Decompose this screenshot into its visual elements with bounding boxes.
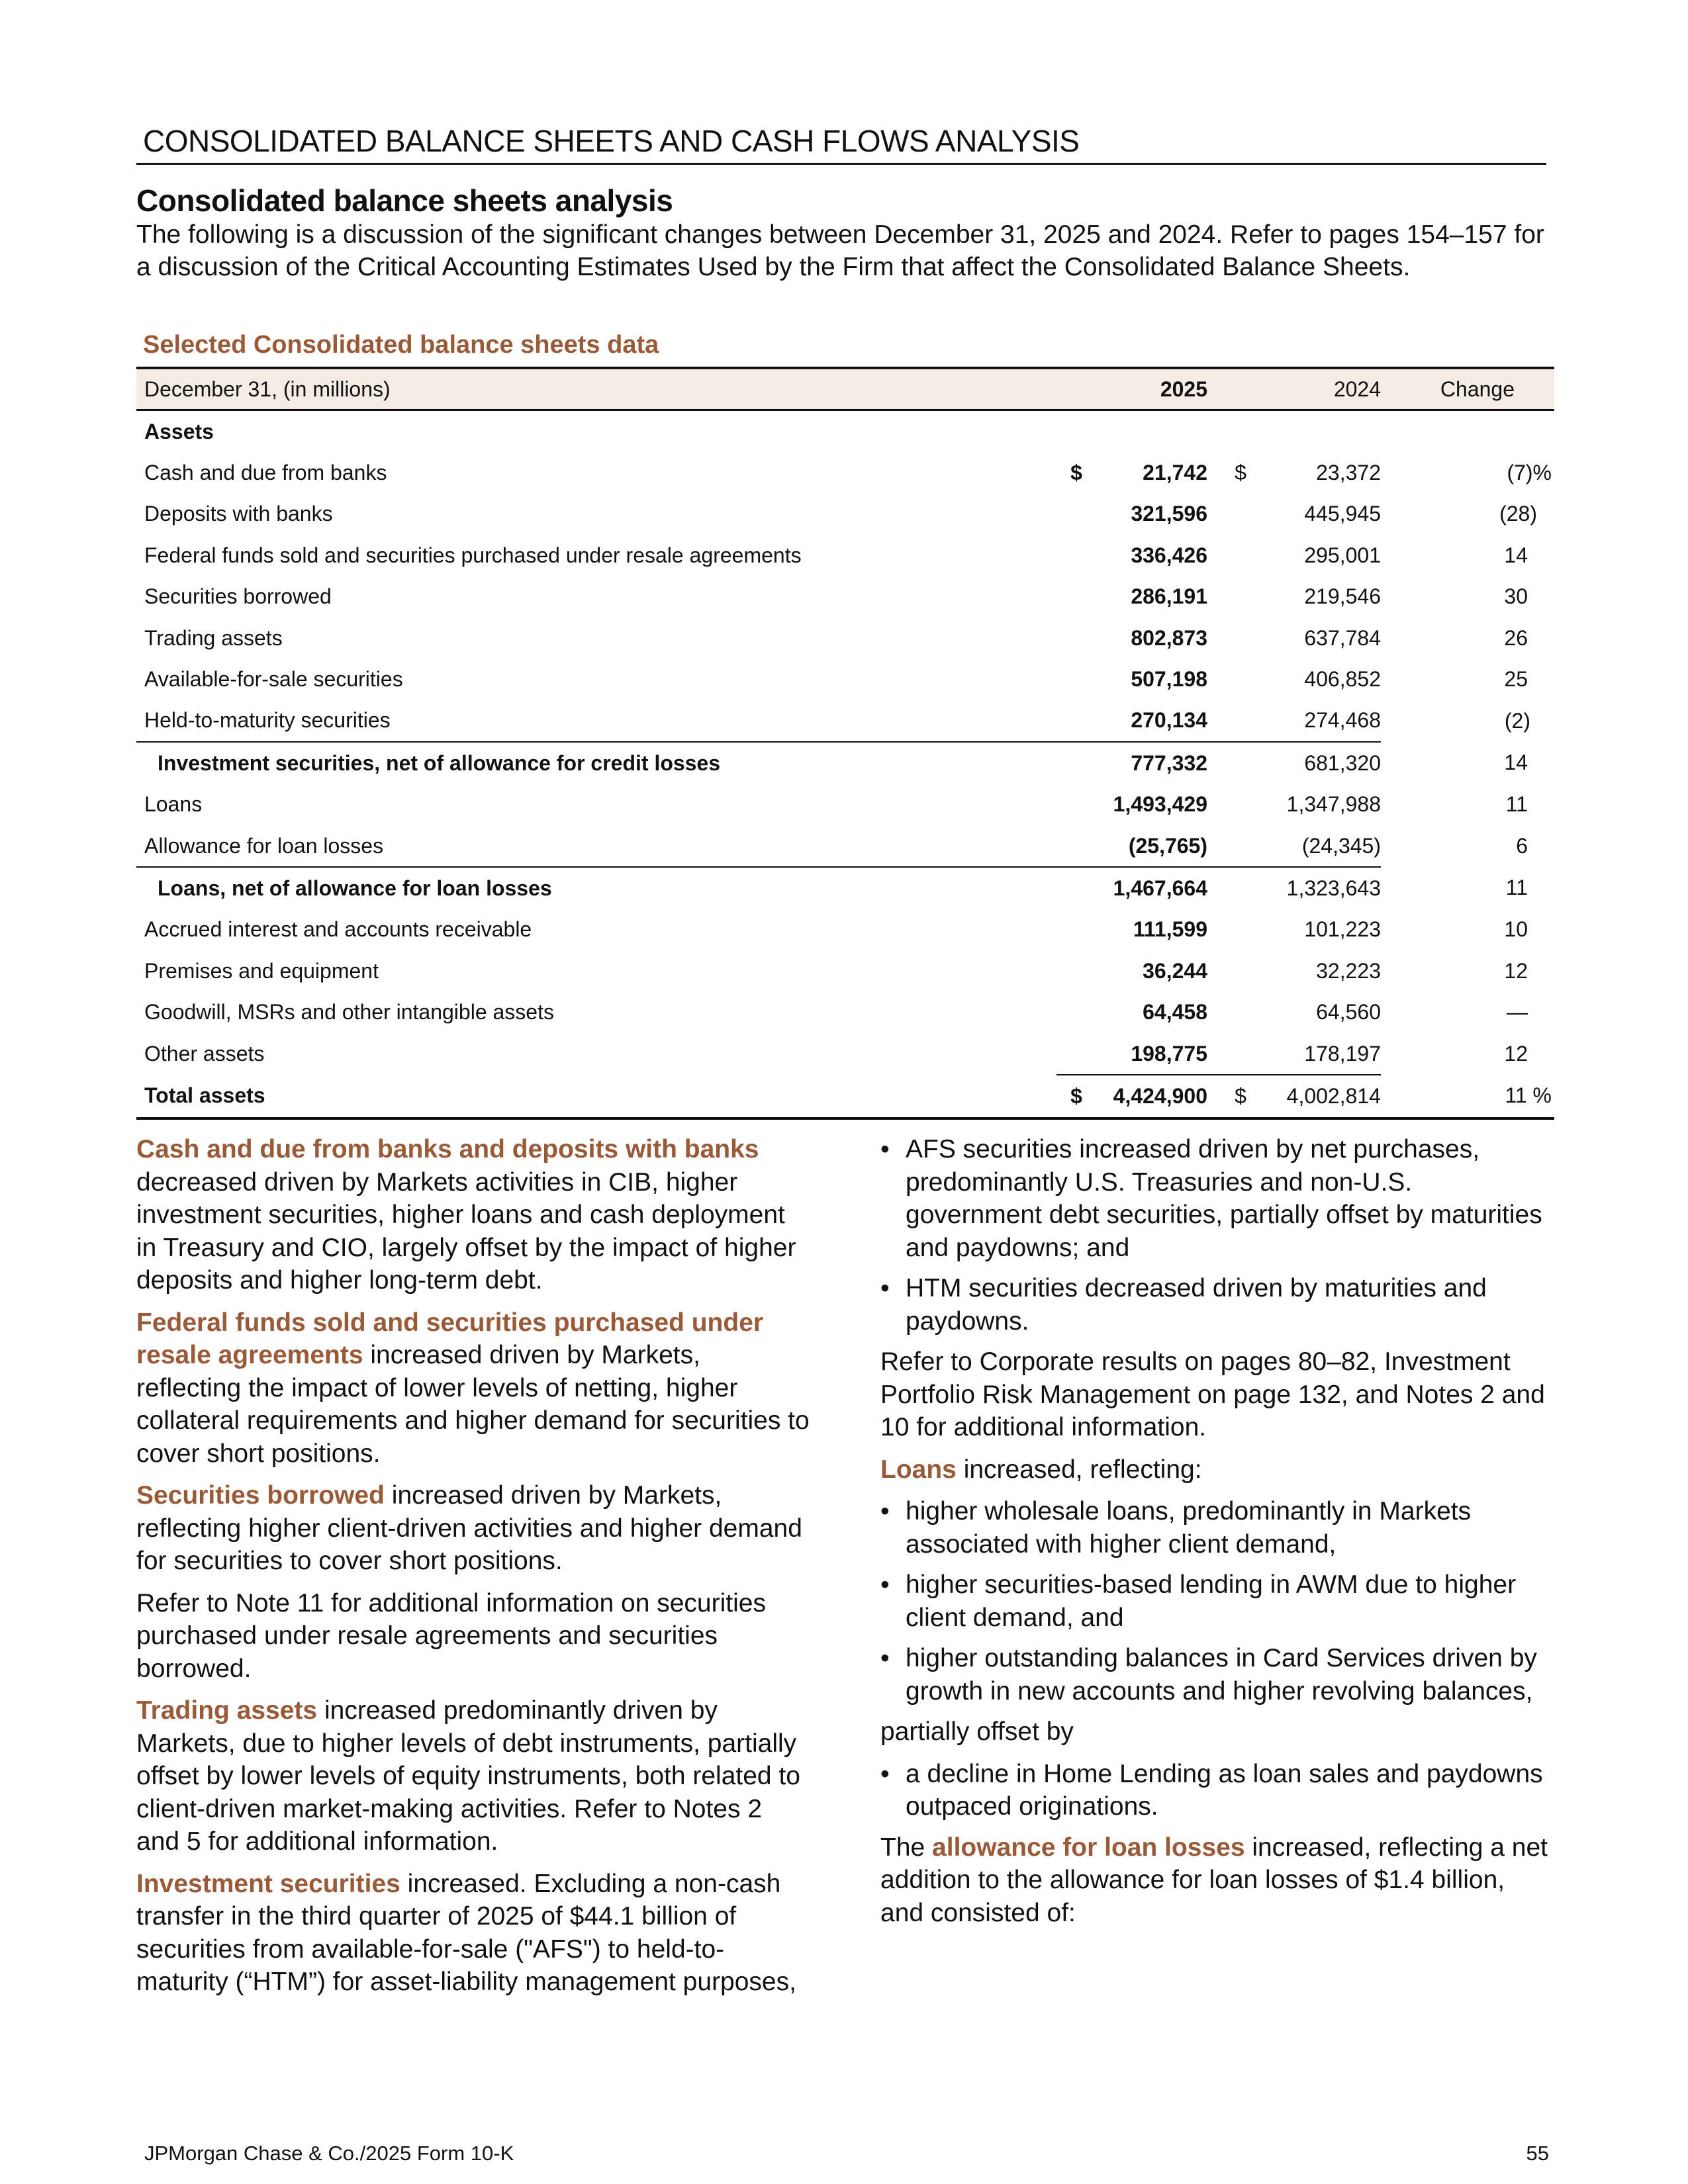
table-row: [136, 576, 1554, 617]
paragraph-text: increased predominantly driven by Markets, due to higher levels of debt instruments, partially offset by lower levels of equity instruments, both related to client-driven market-making activities. Refer to Notes 2 and 5 for additional information.: [136, 1696, 800, 1856]
value-2024: (24,345): [1274, 825, 1381, 867]
value-2025: 802,873: [1131, 625, 1207, 650]
value-2024: 101,223: [1304, 917, 1381, 942]
row-label: Allowance for loan losses: [136, 825, 1056, 867]
table-row-subtotal: [136, 867, 1554, 909]
col-header-2025: 2025: [1096, 368, 1207, 410]
value-2025: 4,424,900: [1096, 1075, 1207, 1118]
col-header-label: December 31, (in millions): [136, 368, 1056, 410]
change-value: (2): [1504, 708, 1530, 733]
paragraph-text: decreased driven by Markets activities in CIB, higher investment securities, higher loans and cash deployment in Treasury and CIO, largely offset by the impact of higher deposits and higher long-term debt.: [136, 1167, 796, 1295]
table-row: [136, 535, 1554, 576]
row-label: Total assets: [136, 1075, 1056, 1118]
value-2024: 274,468: [1274, 700, 1381, 742]
table-row: [136, 659, 1554, 700]
dollar-sign: $: [1070, 461, 1082, 485]
table-row-assets-heading: [136, 410, 1554, 453]
row-label: Federal funds sold and securities purchased under resale agreements: [144, 543, 802, 567]
row-label: Loans: [144, 792, 203, 817]
value-2024: 406,852: [1304, 667, 1381, 692]
paragraph-trading-assets: [136, 1694, 810, 1858]
list-item: • higher wholesale loans, predominantly in Markets associated with higher client demand,: [880, 1495, 1549, 1561]
dollar-sign: $: [1056, 1075, 1096, 1118]
paragraph-text: increased. Excluding a non-cash transfer in the third quarter of 2025 of $44.1 billion of securities from available-for-sale ("AFS") to held-to-maturity (“HTM”) for asset-liability management purposes,: [136, 1869, 796, 1996]
row-label: Available-for-sale securities: [144, 667, 403, 692]
paragraph-loans: [880, 1453, 1549, 1486]
value-2024: 4,002,814: [1274, 1075, 1381, 1118]
value-2024: 23,372: [1316, 461, 1381, 485]
balance-sheet-table: [136, 367, 1554, 1120]
value-2025: 336,426: [1131, 543, 1207, 567]
lead-term: allowance for loan losses: [932, 1833, 1245, 1862]
paragraph-text: increased, reflecting a net addition to the allowance for loan losses of $1.4 billion, and consisted of:: [880, 1833, 1548, 1927]
assets-heading: Assets: [144, 419, 214, 443]
right-text-column: [880, 1133, 1549, 1938]
change-value: 30: [1504, 584, 1528, 609]
value-2024: 64,560: [1316, 1000, 1381, 1024]
row-label: Securities borrowed: [144, 584, 332, 609]
change-value: 12: [1504, 1042, 1528, 1066]
list-item: • higher securities-based lending in AWM due to higher client demand, and: [880, 1569, 1549, 1634]
lead-term: Investment securities: [136, 1869, 400, 1898]
paragraph-text: increased driven by Markets, reflecting higher client-driven activities and higher demand for securities to cover short positions.: [136, 1481, 802, 1575]
paragraph-securities-borrowed: [136, 1479, 810, 1578]
value-2024: 1,323,643: [1286, 876, 1381, 900]
paragraph-note-11: Refer to Note 11 for additional information on securities purchased under resale agreements and securities borrowed.: [136, 1588, 766, 1683]
table-row-total: [136, 1075, 1554, 1118]
col-header-change: Change: [1381, 368, 1554, 410]
row-label: Other assets: [144, 1042, 265, 1066]
paragraph-allowance: [880, 1831, 1549, 1930]
lead-term: Securities borrowed: [136, 1481, 385, 1510]
value-2025: 270,134: [1096, 700, 1207, 742]
list-item: • AFS securities increased driven by net purchases, predominantly U.S. Treasuries and non-U.S. government debt securities, partially offset by maturities and paydowns; and: [880, 1133, 1549, 1264]
page-heading: Consolidated balance sheets analysis: [136, 183, 673, 218]
value-2024: 295,001: [1304, 543, 1381, 567]
value-2025: 1,467,664: [1113, 876, 1207, 900]
row-label: Trading assets: [144, 625, 283, 650]
row-label: Held-to-maturity securities: [136, 700, 1056, 742]
table-row: [136, 494, 1554, 535]
table-row: [136, 825, 1554, 867]
lead-term: Trading assets: [136, 1696, 318, 1725]
value-2024: 637,784: [1304, 625, 1381, 650]
paragraph-text: increased, reflecting:: [956, 1455, 1202, 1484]
table-row: [136, 950, 1554, 991]
table-row: [136, 617, 1554, 659]
table-row: [136, 452, 1554, 493]
value-2025: 198,775: [1096, 1033, 1207, 1075]
value-2024: 445,945: [1304, 502, 1381, 526]
left-text-column: [136, 1133, 810, 2008]
row-label: Premises and equipment: [144, 958, 379, 983]
value-2025: 64,458: [1143, 1000, 1207, 1024]
table-row: [136, 991, 1554, 1032]
dollar-sign: $: [1207, 1075, 1274, 1118]
value-2025: 286,191: [1131, 584, 1207, 609]
table-row: [136, 909, 1554, 950]
change-value: 11: [1505, 792, 1528, 817]
change-value: (28): [1499, 502, 1537, 526]
value-2024: 178,197: [1274, 1033, 1381, 1075]
change-value: 12: [1504, 958, 1528, 983]
section-divider: [136, 163, 1546, 165]
list-item: • HTM securities decreased driven by maturities and paydowns.: [880, 1272, 1549, 1338]
list-item: • a decline in Home Lending as loan sales and paydowns outpaced originations.: [880, 1758, 1549, 1823]
change-value: 11: [1505, 876, 1528, 900]
value-2025: 111,599: [1133, 917, 1207, 942]
value-2025: 1,493,429: [1113, 792, 1207, 817]
lead-term: Federal funds sold and securities purchased under resale agreements: [136, 1308, 764, 1369]
paragraph-text: increased driven by Markets, reflecting the impact of lower levels of netting, higher collateral requirements and higher demand for securities to cover short positions.: [136, 1341, 810, 1468]
dollar-sign: $: [1235, 461, 1246, 485]
value-2025: 321,596: [1131, 502, 1207, 526]
value-2024: 1,347,988: [1286, 792, 1381, 817]
table-row: [136, 700, 1554, 742]
value-2025: (25,765): [1096, 825, 1207, 867]
bullet-list-offset: [880, 1758, 1549, 1823]
table-row: [136, 784, 1554, 825]
lead-term: Cash and due from banks and deposits with banks: [136, 1135, 759, 1163]
value-2025: 777,332: [1131, 751, 1207, 775]
row-label: Cash and due from banks: [144, 461, 387, 485]
paragraph-partially-offset: partially offset by: [880, 1717, 1074, 1746]
row-label: Loans, net of allowance for loan losses: [158, 876, 552, 900]
bullet-list-securities: [880, 1133, 1549, 1338]
change-value: 25: [1504, 667, 1528, 692]
row-label: Deposits with banks: [144, 502, 333, 526]
row-label: Investment securities, net of allowance for credit losses: [158, 751, 721, 775]
value-2025: 507,198: [1131, 667, 1207, 692]
value-2024: 32,223: [1316, 958, 1381, 983]
table-title: Selected Consolidated balance sheets data: [143, 331, 659, 359]
value-2024: 219,546: [1304, 584, 1381, 609]
change-value: (7)%: [1507, 461, 1552, 485]
change-value: 14: [1504, 543, 1528, 567]
table-header-row: [136, 368, 1554, 410]
footer-document-title: JPMorgan Chase & Co./2025 Form 10-K: [144, 2142, 514, 2165]
list-item: • higher outstanding balances in Card Services driven by growth in new accounts and higher revolving balances,: [880, 1642, 1549, 1707]
value-2025: 36,244: [1143, 958, 1207, 983]
change-value: 6: [1516, 834, 1528, 858]
lead-term: Loans: [880, 1455, 957, 1484]
change-value: —: [1507, 1000, 1528, 1024]
paragraph-investment-securities: [136, 1868, 810, 1999]
change-value: 10: [1504, 917, 1528, 942]
table-row: [136, 1033, 1554, 1075]
row-label: Goodwill, MSRs and other intangible assets: [144, 1000, 554, 1024]
value-2025: 21,742: [1143, 461, 1207, 485]
value-2024: 681,320: [1304, 751, 1381, 775]
paragraph-cash: [136, 1133, 810, 1297]
change-value: 14: [1504, 751, 1528, 775]
bullet-list-loans: [880, 1495, 1549, 1707]
table-row-subtotal: [136, 742, 1554, 784]
col-header-2024: 2024: [1274, 368, 1381, 410]
intro-paragraph: The following is a discussion of the significant changes between December 31, 2025 and 2024. Refer to pages 154–157 for a discussion of the Critical Accounting Estimates Used by the Firm that affect the Consolidated Balance Sheets.: [136, 220, 1544, 281]
footer-page-number: 55: [1526, 2142, 1549, 2165]
paragraph-corporate-results: Refer to Corporate results on pages 80–82, Investment Portfolio Risk Management on page 132, and Notes 2 and 10 for additional information.: [880, 1347, 1545, 1441]
paragraph-fed-funds: [136, 1306, 810, 1471]
paragraph-text: The: [880, 1833, 933, 1862]
change-value: 11 %: [1381, 1075, 1554, 1118]
change-value: 26: [1504, 625, 1528, 650]
row-label: Accrued interest and accounts receivable: [144, 917, 532, 942]
section-title: CONSOLIDATED BALANCE SHEETS AND CASH FLOWS ANALYSIS: [143, 124, 1080, 158]
